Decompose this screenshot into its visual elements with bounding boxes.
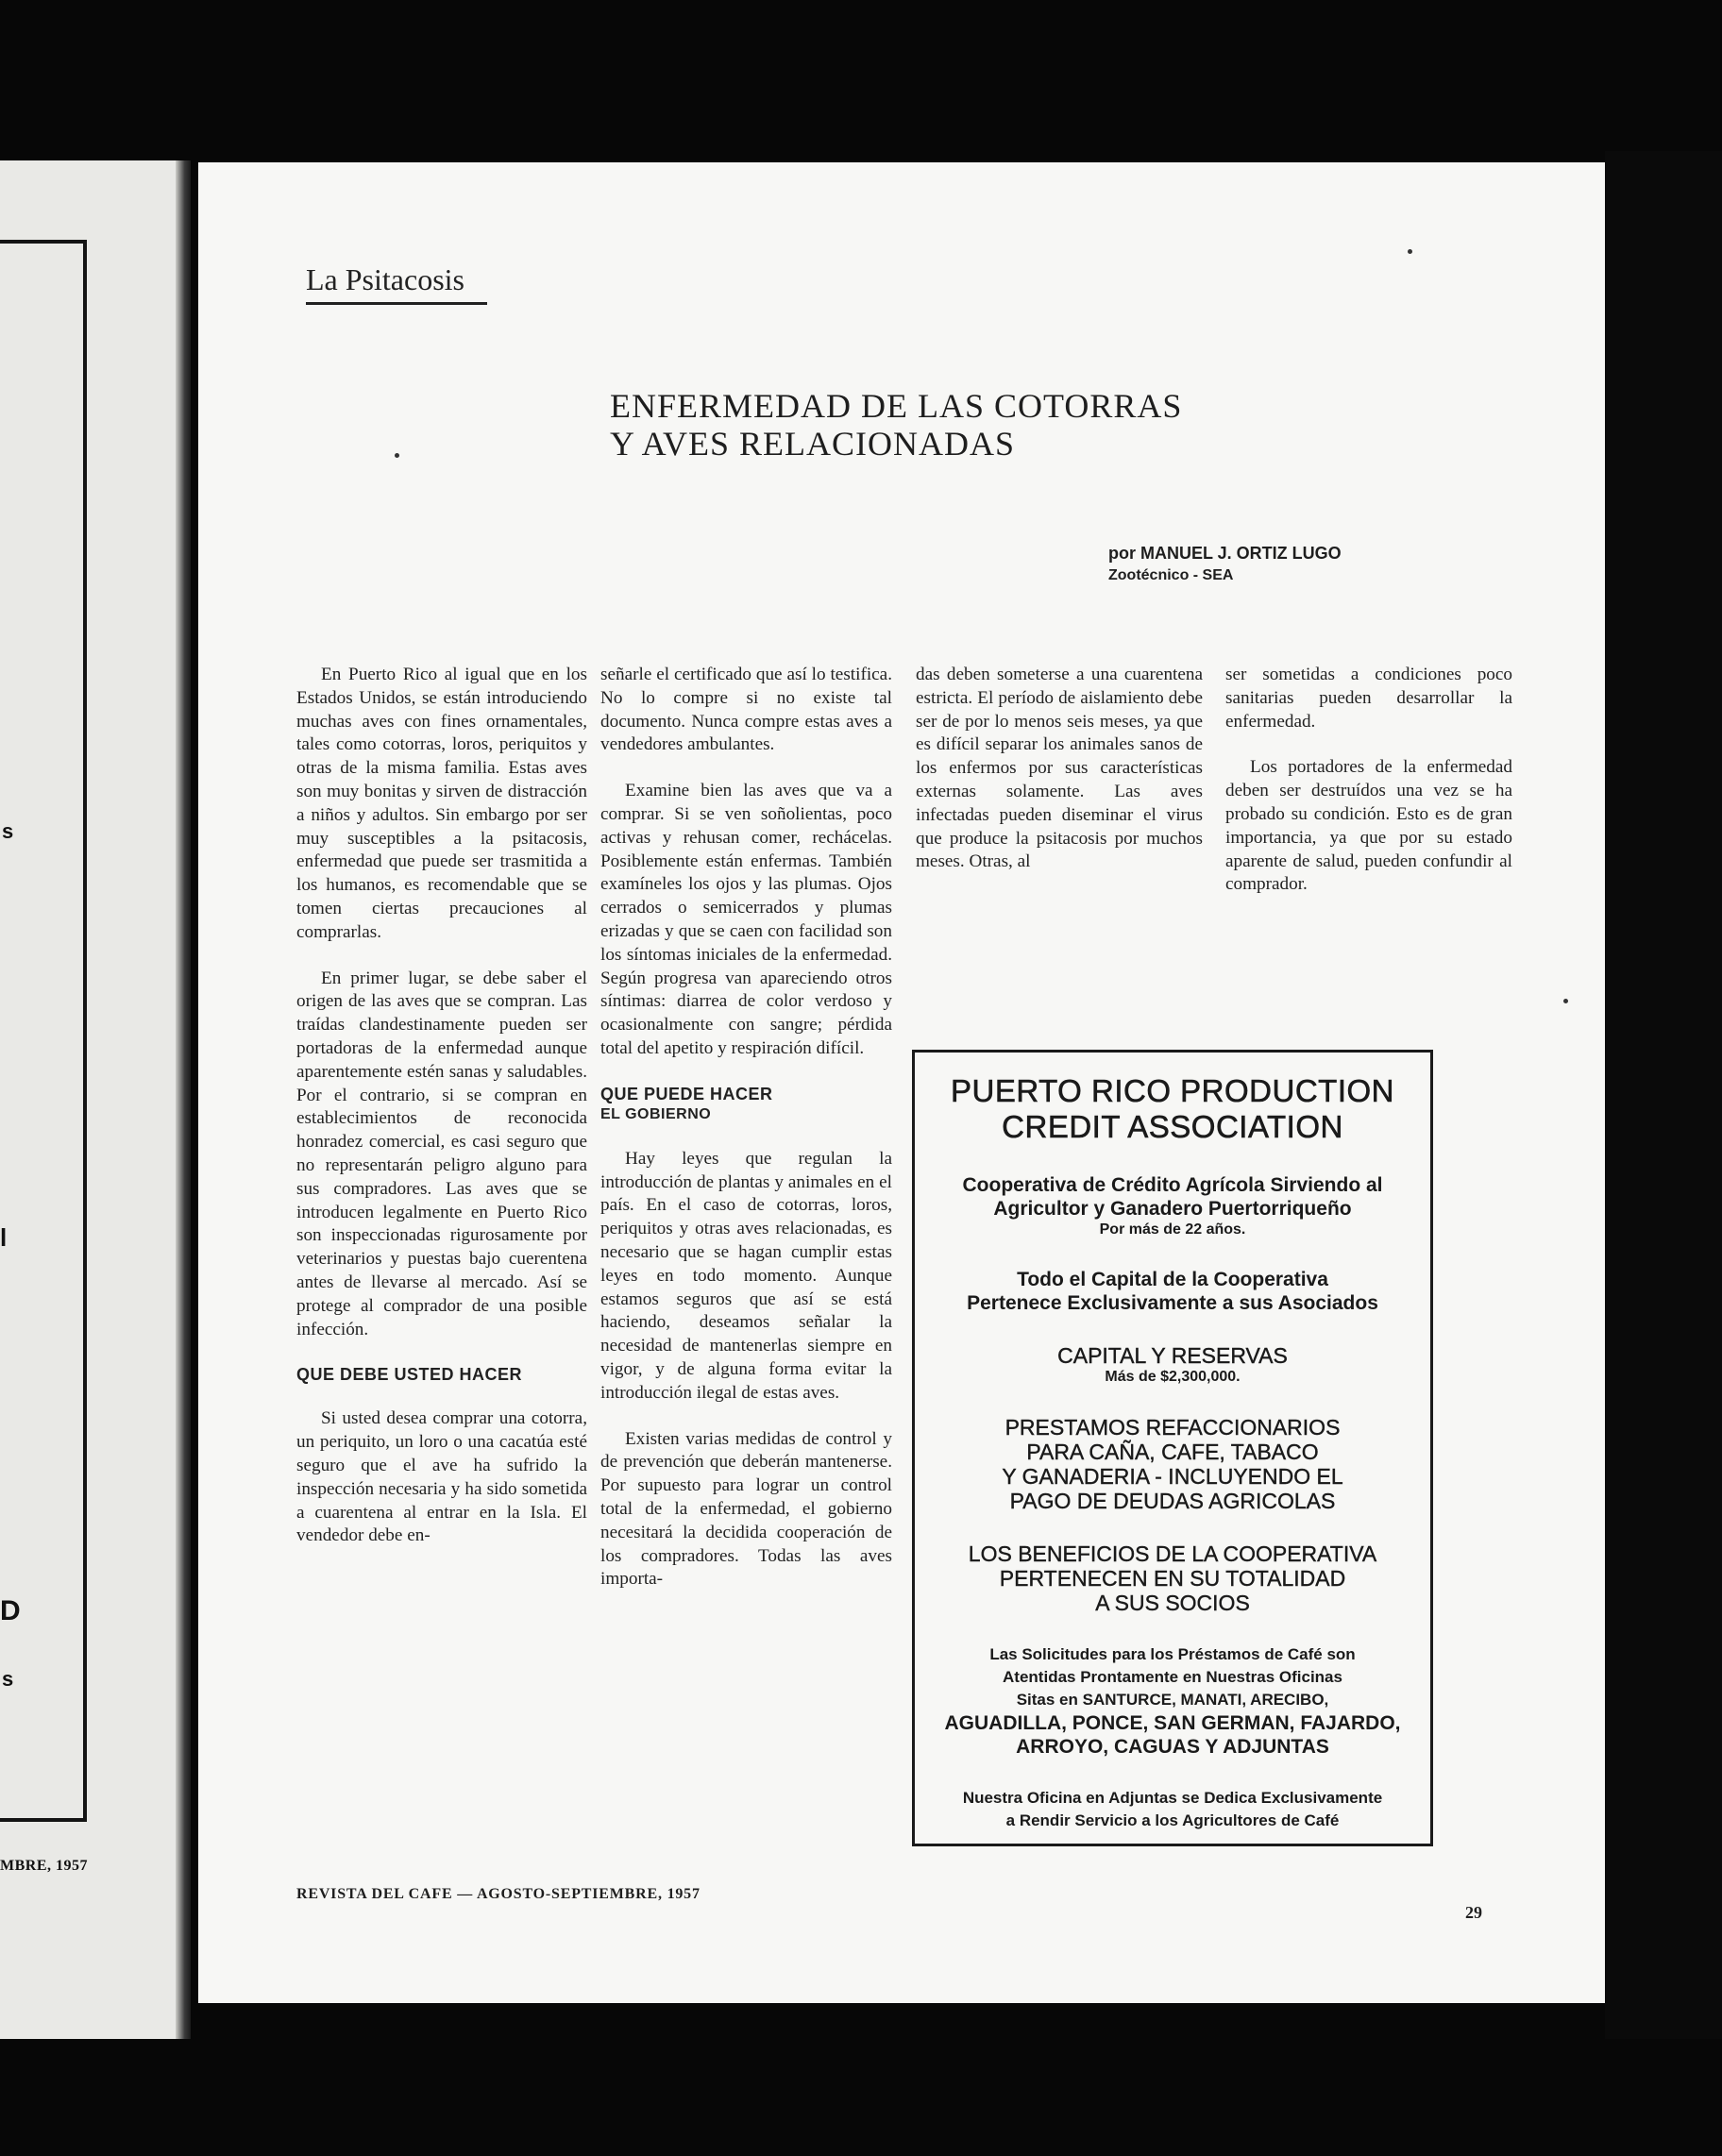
ad-line: Más de $2,300,000.: [1105, 1369, 1241, 1385]
headline-line: Y AVES RELACIONADAS: [610, 425, 1016, 463]
subheading: [600, 1084, 892, 1125]
ad-line: Pertenece Exclusivamente a sus Asociados: [967, 1292, 1378, 1314]
page-background-edge: [1605, 151, 1722, 2039]
paragraph: En Puerto Rico al igual que en los Estados Unidos, se están introduciendo muchas aves con fines ornamentales, tales como cotorras, loros, periquitos y otras de la misma familia. Estas aves son muy bonitas y sirven de distracción a niños y adultos. Sin embargo por ser muy susceptibles a la psitacosis, enfermedad que puede ser trasmitida a los humanos, es recomendable que se tomen ciertas precauciones al comprarlas.: [296, 665, 587, 942]
paragraph: En primer lugar, se debe saber el origen de las aves que se compran. Las traídas clandestinamente pueden ser portadoras de la enfermedad aunque aparentemente estén sanas y saludables. Por el contrario, si se compran en establecimientos de reconocida honradez comercial, es casi seguro que no representarán peligro alguno para sus compradores. Las aves que se introducen legalmente en Puerto Rico son inspeccionadas rigurosamente por veterinarios y puestas bajo cuerentena antes de llevarse al mercado. Así se protege al comprador de una posible infección.: [296, 968, 587, 1339]
ad-line: LOS BENEFICIOS DE LA COOPERATIVA: [968, 1541, 1377, 1566]
ad-line: PAGO DE DEUDAS AGRICOLAS: [1009, 1489, 1336, 1513]
advertisement-box: [912, 1050, 1433, 1846]
ad-tagline: [915, 1173, 1430, 1239]
subheading: QUE DEBE USTED HACER: [296, 1365, 523, 1385]
paragraph: Existen varias medidas de control y de prevención que deberán mantenerse. Por supuesto para lograr un control total de la enfermedad, el gobierno necesitará la decidida cooperación de los compradores. Todas las aves importa-: [600, 1428, 892, 1590]
ad-title-line: PUERTO RICO PRODUCTION: [951, 1073, 1394, 1108]
article-column-2: [600, 664, 892, 1592]
section-title: La Psitacosis: [306, 262, 464, 296]
left-page-fragment: D: [0, 1595, 21, 1626]
ad-line: A SUS SOCIOS: [1095, 1591, 1250, 1615]
ad-line: a Rendir Servicio a los Agricultores de Café: [1005, 1811, 1340, 1829]
subheading-line: QUE PUEDE HACER: [600, 1084, 773, 1103]
ad-line: Nuestra Oficina en Adjuntas se Dedica Exclusivamente: [962, 1789, 1383, 1807]
ad-loans: [915, 1415, 1430, 1513]
ad-adjuntas: [915, 1787, 1430, 1832]
ad-line: Por más de 22 años.: [1099, 1221, 1246, 1238]
ad-reserves: [915, 1343, 1430, 1387]
print-speck: [1408, 249, 1412, 254]
headline-line: ENFERMEDAD DE LAS COTORRAS: [610, 387, 1183, 425]
page-number: 29: [1465, 1903, 1482, 1922]
ad-line: ARROYO, CAGUAS Y ADJUNTAS: [1016, 1736, 1329, 1758]
ad-line: Atentidas Prontamente en Nuestras Oficinas: [1003, 1668, 1342, 1686]
print-speck: [395, 453, 399, 458]
ad-line: Todo el Capital de la Cooperativa: [1017, 1269, 1328, 1290]
ad-capital: [915, 1268, 1430, 1315]
ad-title: [915, 1073, 1430, 1145]
left-page-fragment: s: [2, 1667, 14, 1691]
paragraph: Los portadores de la enfermedad deben ser destruídos una vez se ha probado su condición. Esto es de gran importancia, ya que por su estado aparente de salud, pueden confundir al comprador.: [1225, 757, 1512, 895]
article-headline: [610, 387, 1182, 463]
page-spine: [176, 160, 191, 2039]
author-name: por MANUEL J. ORTIZ LUGO: [1108, 544, 1342, 563]
article-column-3: [916, 664, 1203, 874]
ad-line: AGUADILLA, PONCE, SAN GERMAN, FAJARDO,: [944, 1712, 1401, 1734]
paragraph: ser sometidas a condiciones poco sanitarias pueden desarrollar la enfermedad.: [1225, 665, 1512, 732]
paragraph: Hay leyes que regulan la introducción de plantas y animales en el país. En el caso de cotorras, loros, periquitos y otras aves relacionadas, es necesario que se hagan cumplir estas leyes en todo momento. Aunque estamos seguros que así se está haciendo, deseamos señalar la necesidad de mantenerlas siempre en vigor, y de alguna forma evitar la introducción ilegal de estas aves.: [600, 1148, 892, 1403]
article-column-4: [1225, 664, 1512, 897]
article-column-1: [296, 664, 587, 1548]
subheading-line: EL GOBIERNO: [600, 1105, 712, 1122]
paragraph: das deben someterse a una cuarentena estricta. El período de aislamiento debe ser de por lo menos seis meses, ya que es difícil separar los animales sanos de los enfermos por sus características externas solamente. Las aves infectadas pueden diseminar el virus que produce la psitacosis por muchos meses. Otras, al: [916, 665, 1203, 872]
ad-line: PERTENECEN EN SU TOTALIDAD: [999, 1566, 1346, 1591]
ad-line: Sitas en SANTURCE, MANATI, ARECIBO,: [1016, 1691, 1329, 1709]
left-page-fragment: l: [0, 1223, 8, 1252]
ad-line: CAPITAL Y RESERVAS: [1057, 1343, 1288, 1368]
author-role: Zootécnico - SEA: [1108, 567, 1234, 583]
ad-title-line: CREDIT ASSOCIATION: [1002, 1109, 1343, 1144]
left-page-fragment: s: [2, 819, 14, 843]
ad-line: Agricultor y Ganadero Puertorriqueño: [993, 1198, 1352, 1220]
print-speck: [1563, 999, 1568, 1003]
ad-line: PARA CAÑA, CAFE, TABACO: [1026, 1440, 1319, 1464]
left-page-frame: [0, 240, 87, 1822]
publication-footer: REVISTA DEL CAFE — AGOSTO-SEPTIEMBRE, 1957: [296, 1886, 701, 1902]
ad-line: Cooperativa de Crédito Agrícola Sirviendo al: [962, 1174, 1383, 1196]
byline: [1108, 542, 1342, 587]
ad-line: PRESTAMOS REFACCIONARIOS: [1004, 1415, 1341, 1440]
ad-line: Y GANADERIA - INCLUYENDO EL: [1002, 1464, 1343, 1489]
ad-benefits: [915, 1541, 1430, 1615]
paragraph: señarle el certificado que así lo testifica. No lo compre si no existe tal documento. Nunca compre estas aves a vendedores ambulantes.: [600, 665, 892, 755]
ad-offices: [915, 1643, 1430, 1759]
paragraph: Examine bien las aves que va a comprar. Si se ven soñolientas, poco activas y rehusan comer, rechácelas. Posiblemente están enfermas. También examíneles los ojos y las plumas. Ojos cerrados o semicerrados y plumas erizadas y que se caen con facilidad son los síntomas iniciales de la enfermedad. Según progresa van apareciendo otros síntimas: diarrea de color verdoso y ocasionalmente con sangre; pérdida total del apetito y respiración difícil.: [600, 781, 892, 1058]
ad-line: Las Solicitudes para los Préstamos de Café son: [989, 1645, 1356, 1663]
paragraph: Si usted desea comprar una cotorra, un periquito, un loro o una cacatúa esté seguro que el ave ha sufrido la inspección necesaria y ha sido sometida a cuarentena al entrar en la Isla. El vendedor debe en-: [296, 1408, 587, 1546]
left-page-footer: MBRE, 1957: [0, 1858, 88, 1874]
section-title-underline: [306, 302, 487, 305]
